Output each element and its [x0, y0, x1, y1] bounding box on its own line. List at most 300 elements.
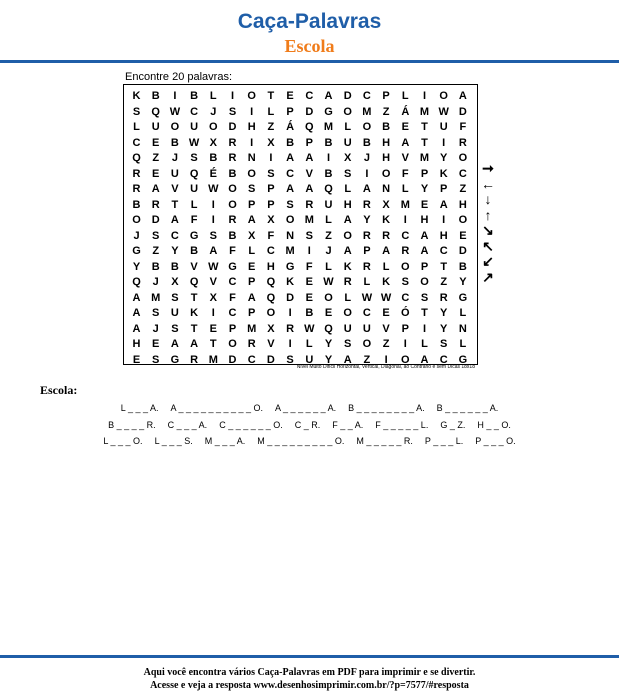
grid-letter: L	[344, 121, 352, 133]
direction-arrow-icon: ↘	[482, 222, 494, 238]
grid-letter: S	[190, 152, 198, 164]
grid-letter: R	[362, 198, 371, 211]
direction-arrow-icon: ↙	[482, 253, 494, 269]
grid-letter: I	[288, 338, 292, 350]
grid-letter: U	[362, 322, 371, 335]
direction-arrow-icon: ↑	[484, 206, 492, 223]
grid-letter: O	[170, 121, 180, 133]
clue-line-2	[0, 419, 619, 431]
footer-line-2: Acesse e veja a resposta www.desenhosimprimir.com.br/?p=7577/#resposta	[150, 680, 469, 691]
grid-letter: X	[382, 198, 390, 211]
grid-letter: E	[324, 307, 333, 319]
grid-letter: B	[324, 167, 333, 180]
grid-letter: R	[439, 291, 448, 304]
grid-letter: A	[286, 152, 295, 164]
grid-letter: D	[458, 245, 467, 257]
grid-letter: M	[304, 214, 314, 226]
grid-letter: Y	[132, 260, 141, 273]
grid-letter: R	[362, 260, 371, 273]
grid-letter: L	[459, 338, 467, 350]
grid-letter: M	[247, 322, 257, 335]
word-clue: B _ _ _ _ R.	[108, 420, 156, 430]
grid-letter: K	[439, 167, 448, 180]
grid-letter: E	[401, 121, 409, 133]
grid-letter: A	[151, 183, 160, 195]
grid-letter: C	[305, 90, 314, 102]
grid-letter: L	[401, 183, 409, 195]
grid-letter: E	[459, 229, 467, 242]
grid-letter: Q	[324, 183, 333, 195]
grid-letter: K	[382, 214, 391, 226]
grid-letter: B	[151, 90, 160, 102]
grid-letter: R	[247, 338, 256, 350]
grid-letter: U	[305, 353, 314, 366]
grid-letter: L	[325, 214, 332, 226]
word-clue: P _ _ _ O.	[475, 436, 516, 446]
grid-letter: A	[305, 152, 314, 164]
grid-letter: E	[305, 291, 313, 304]
word-clue: P _ _ _ L.	[424, 436, 464, 446]
grid-letter: L	[248, 245, 256, 257]
grid-letter: S	[305, 229, 313, 242]
grid-letter: W	[169, 105, 181, 118]
grid-letter: L	[459, 307, 467, 319]
grid-letter: H	[420, 214, 429, 226]
grid-letter: I	[211, 214, 215, 226]
grid-letter: A	[439, 198, 448, 211]
grid-letter: G	[189, 229, 199, 242]
grid-letter: E	[286, 90, 294, 102]
grid-letter: M	[419, 105, 430, 118]
grid-letter: U	[324, 198, 333, 211]
grid-letter: W	[208, 183, 219, 195]
word-clue: C _ _ _ A.	[167, 420, 208, 430]
grid-letter: O	[324, 291, 333, 304]
grid-letter: A	[420, 229, 429, 242]
grid-letter: K	[190, 307, 199, 319]
grid-letter: C	[439, 245, 448, 257]
direction-arrow-icon: ↓	[484, 191, 492, 207]
grid-letter: C	[132, 136, 141, 149]
grid-letter: O	[209, 121, 218, 133]
grid-letter: F	[401, 167, 409, 180]
word-clue: G _ Z.	[440, 420, 466, 430]
grid-letter: Y	[440, 152, 448, 164]
grid-letter: E	[248, 260, 256, 273]
grid-letter: P	[382, 90, 390, 102]
grid-letter: J	[363, 152, 370, 164]
grid-letter: H	[439, 229, 448, 242]
grid-letter: G	[324, 105, 333, 118]
grid-letter: I	[403, 214, 407, 226]
grid-letter: S	[152, 307, 160, 319]
grid-letter: L	[421, 338, 428, 350]
grid-letter: H	[343, 198, 352, 211]
grid-letter: W	[208, 260, 219, 273]
grid-letter: T	[190, 322, 198, 335]
grid-letter: A	[132, 291, 141, 304]
grid-letter: U	[343, 322, 352, 335]
grid-letter: M	[419, 152, 430, 164]
top-divider	[0, 60, 619, 63]
grid-letter: Q	[324, 322, 333, 335]
grid-letter: O	[228, 198, 237, 211]
grid-letter: Q	[266, 291, 276, 304]
grid-letter: S	[401, 276, 409, 288]
grid-letter: B	[190, 245, 199, 257]
grid-letter: Z	[152, 152, 160, 164]
grid-letter: R	[382, 229, 391, 242]
grid-letter: V	[190, 260, 198, 273]
grid-letter: A	[247, 291, 256, 304]
grid-letter: O	[266, 307, 276, 319]
grid-letter: J	[325, 245, 332, 257]
grid-letter: O	[381, 167, 391, 180]
grid-letter: I	[403, 338, 407, 350]
grid-letter: V	[171, 183, 179, 195]
grid-letter: O	[247, 167, 256, 180]
grid-letter: E	[132, 353, 141, 366]
grid-letter: S	[209, 229, 217, 242]
grid-letter: V	[209, 276, 217, 288]
clue-line-1	[0, 402, 619, 414]
grid-letter: N	[247, 152, 256, 164]
grid-letter: F	[229, 291, 236, 304]
grid-letter: S	[171, 291, 179, 304]
grid-letter: P	[286, 105, 294, 118]
grid-letter: R	[228, 214, 237, 226]
grid-letter: A	[209, 245, 218, 257]
grid-letter: O	[362, 121, 372, 133]
grid-letter: R	[132, 183, 141, 195]
grid-letter: O	[401, 260, 410, 273]
grid-letter: G	[132, 245, 141, 257]
grid-letter: J	[210, 105, 217, 118]
grid-letter: V	[382, 322, 390, 335]
grid-letter: C	[247, 353, 256, 366]
grid-letter: X	[209, 136, 217, 149]
grid-letter: Y	[440, 322, 448, 335]
grid-letter: A	[132, 322, 141, 335]
grid-letter: Y	[324, 353, 333, 366]
word-clue: M _ _ _ A.	[204, 436, 246, 446]
grid-letter: I	[326, 152, 331, 164]
grid-letter: P	[267, 183, 275, 195]
grid-letter: X	[171, 276, 179, 288]
grid-letter: D	[458, 105, 467, 118]
word-clue: H _ _ O.	[477, 420, 511, 430]
grid-letter: P	[248, 198, 256, 211]
grid-letter: H	[382, 136, 391, 149]
grid-letter: E	[209, 322, 217, 335]
grid-letter: A	[132, 307, 141, 319]
word-clue: A _ _ _ _ _ _ A.	[275, 403, 337, 413]
grid-letter: A	[286, 183, 295, 195]
grid-letter: Y	[420, 183, 429, 195]
grid-letter: B	[228, 229, 237, 242]
grid-letter: N	[382, 183, 391, 195]
word-clue: C _ R.	[294, 420, 321, 430]
grid-letter: P	[401, 322, 409, 335]
grid-letter: I	[250, 105, 254, 118]
page-title: Caça-Palavras	[237, 10, 382, 33]
grid-letter: B	[190, 90, 199, 102]
grid-letter: I	[211, 198, 215, 211]
word-clue: L _ _ _ O.	[103, 436, 143, 446]
grid-letter: T	[440, 260, 448, 273]
grid-letter: C	[439, 353, 448, 366]
grid-letter: J	[152, 276, 159, 288]
grid-letter: R	[458, 136, 467, 149]
grid-letter: Y	[440, 307, 448, 319]
grid-letter: R	[151, 198, 160, 211]
grid-letter: I	[384, 353, 388, 366]
grid-letter: L	[325, 260, 332, 273]
grid-letter: C	[266, 245, 275, 257]
grid-letter: H	[132, 338, 141, 350]
grid-letter: Q	[189, 276, 199, 288]
grid-letter: Y	[459, 276, 467, 288]
word-clue: L _ _ _ A.	[120, 403, 159, 413]
grid-letter: O	[420, 276, 429, 288]
grid-letter: P	[305, 136, 313, 149]
grid-letter: C	[190, 105, 199, 118]
grid-letter: I	[173, 90, 177, 102]
page-subtitle: Escola	[284, 36, 335, 56]
grid-letter: W	[323, 276, 334, 288]
grid-letter: S	[344, 338, 352, 350]
grid-letter: W	[380, 291, 392, 304]
grid-letter: B	[228, 167, 237, 180]
grid-letter: C	[401, 229, 410, 242]
grid-letter: O	[247, 90, 256, 102]
grid-letter: M	[208, 353, 218, 366]
grid-letter: X	[267, 214, 275, 226]
grid-letter: A	[305, 183, 314, 195]
grid-letter: D	[286, 291, 295, 304]
grid-letter: X	[209, 291, 217, 304]
grid-letter: C	[228, 276, 237, 288]
grid-letter: I	[211, 307, 215, 319]
grid-letter: L	[344, 183, 352, 195]
grid-letter: A	[170, 214, 179, 226]
grid-letter: G	[170, 353, 180, 366]
grid-letter: W	[438, 105, 449, 118]
grid-letter: A	[324, 90, 333, 102]
grid-letter: Y	[363, 214, 371, 226]
grid-letter: E	[420, 198, 429, 211]
grid-letter: C	[401, 291, 410, 304]
grid-letter: L	[401, 90, 409, 102]
grid-letter: I	[288, 307, 292, 319]
word-clue: B _ _ _ _ _ _ _ _ A.	[348, 403, 425, 413]
grid-letter: T	[421, 136, 428, 149]
grid-letter: B	[170, 260, 179, 273]
grid-letter: C	[228, 307, 237, 319]
grid-letter: Y	[324, 338, 333, 350]
grid-letter: I	[307, 245, 311, 257]
grid-letter: T	[209, 338, 217, 350]
grid-letter: F	[305, 260, 313, 273]
grid-letter: K	[382, 276, 391, 288]
grid-letter: J	[152, 322, 159, 335]
grid-letter: V	[401, 152, 409, 164]
direction-arrows	[478, 160, 498, 290]
grid-letter: A	[458, 90, 467, 102]
grid-letter: D	[343, 90, 352, 102]
grid-letter: I	[365, 167, 369, 180]
word-clue: L _ _ _ S.	[154, 436, 193, 446]
grid-letter: G	[228, 260, 237, 273]
grid-letter: R	[228, 136, 237, 149]
grid-letter: K	[132, 90, 141, 102]
grid-letter: U	[170, 307, 179, 319]
grid-letter: U	[190, 121, 199, 133]
grid-letter: V	[267, 338, 275, 350]
grid-letter: O	[458, 152, 468, 164]
grid-letter: J	[171, 152, 178, 164]
grid-letter: O	[228, 183, 237, 195]
grid-letter: O	[228, 338, 237, 350]
grid-letter: M	[323, 121, 334, 133]
grid-letter: O	[401, 353, 410, 366]
clue-line-3	[0, 435, 619, 447]
grid-letter: X	[344, 152, 352, 164]
grid-letter: Z	[382, 105, 390, 118]
grid-letter: O	[132, 214, 141, 226]
grid-letter: B	[458, 260, 467, 273]
grid-letter: C	[362, 307, 371, 319]
grid-letter: C	[458, 167, 467, 180]
grid-letter: S	[344, 167, 352, 180]
grid-letter: A	[420, 245, 429, 257]
grid-letter: K	[343, 260, 352, 273]
grid-letter: S	[267, 167, 275, 180]
word-search-grid	[123, 84, 478, 365]
grid-letter: B	[209, 152, 218, 164]
word-clue: F _ _ A.	[332, 420, 364, 430]
grid-letter: A	[170, 338, 179, 350]
grid-letter: A	[343, 245, 352, 257]
grid-letter: M	[151, 291, 161, 304]
puzzle-footnote: Nível Muito Difícil Horizontal, Vertical, Diagonal, ao Contrário e sem Dicas 18x18	[296, 364, 475, 370]
grid-letter: E	[152, 338, 160, 350]
grid-letter: R	[228, 152, 237, 164]
grid-letter: L	[382, 260, 390, 273]
grid-letter: O	[362, 338, 372, 350]
grid-letter: A	[343, 353, 352, 366]
grid-letter: S	[248, 183, 256, 195]
grid-letter: O	[285, 214, 295, 226]
grid-letter: R	[401, 245, 410, 257]
grid-letter: G	[458, 353, 468, 366]
grid-letter: I	[422, 322, 427, 335]
grid-letter: C	[170, 229, 179, 242]
grid-letter: V	[305, 167, 313, 180]
grid-letter: T	[267, 90, 275, 102]
grid-letter: T	[421, 121, 428, 133]
grid-letter: Z	[382, 338, 390, 350]
grid-letter: N	[458, 322, 467, 335]
grid-letter: I	[269, 152, 273, 164]
grid-letter: K	[286, 276, 295, 288]
grid-letter: E	[382, 307, 390, 319]
grid-letter: H	[266, 260, 275, 273]
grid-letter: E	[305, 276, 313, 288]
direction-arrow-icon: ↗	[482, 268, 494, 285]
grid-letter: S	[152, 353, 160, 366]
footer-line-1: Aqui você encontra vários Caça-Palavras em PDF para imprimir e se divertir.	[143, 667, 476, 678]
grid-letter: H	[247, 121, 256, 133]
grid-letter: P	[420, 167, 429, 180]
grid-letter: U	[439, 121, 448, 133]
grid-letter: P	[267, 198, 275, 211]
grid-letter: G	[285, 260, 295, 273]
grid-letter: B	[362, 136, 371, 149]
grid-letter: U	[343, 136, 352, 149]
grid-letter: S	[420, 291, 429, 304]
grid-letter: T	[171, 198, 179, 211]
grid-letter: B	[382, 121, 391, 133]
grid-letter: R	[286, 322, 295, 335]
grid-letter: I	[250, 136, 254, 149]
puzzle-instruction: Encontre 20 palavras:	[125, 71, 233, 83]
grid-letter: F	[190, 214, 198, 226]
grid-letter: X	[267, 322, 275, 335]
grid-letter: C	[286, 167, 295, 180]
grid-letter: D	[266, 353, 275, 366]
grid-letter: P	[248, 307, 256, 319]
grid-letter: W	[188, 136, 200, 149]
grid-letter: G	[458, 291, 468, 304]
grid-letter: J	[133, 229, 140, 242]
grid-letter: B	[305, 307, 314, 319]
grid-letter: A	[343, 214, 352, 226]
grid-letter: B	[151, 260, 160, 273]
grid-letter: B	[324, 136, 333, 149]
grid-letter: A	[401, 136, 410, 149]
direction-arrow-icon: ←	[481, 175, 495, 192]
grid-letter: S	[228, 105, 237, 118]
grid-letter: S	[152, 229, 160, 242]
grid-letter: R	[362, 229, 371, 242]
grid-letter: R	[190, 353, 199, 366]
grid-letter: X	[267, 136, 275, 149]
grid-letter: Á	[401, 105, 410, 118]
grid-letter: L	[267, 105, 275, 118]
grid-letter: Q	[132, 276, 141, 288]
word-clue: M _ _ _ _ _ R.	[356, 436, 413, 446]
grid-letter: S	[286, 353, 294, 366]
grid-letter: E	[152, 167, 160, 180]
grid-letter: P	[440, 183, 448, 195]
grid-letter: O	[343, 307, 352, 319]
grid-letter: D	[305, 105, 314, 118]
grid-letter: P	[420, 260, 429, 273]
grid-letter: H	[458, 198, 467, 211]
grid-letter: P	[248, 276, 256, 288]
grid-letter: S	[440, 338, 448, 350]
grid-letter: I	[442, 136, 446, 149]
grid-letter: O	[343, 105, 352, 118]
grid-letter: B	[170, 136, 179, 149]
grid-letter: I	[230, 90, 235, 102]
grid-letter: Y	[171, 245, 179, 257]
grid-letter: W	[304, 322, 315, 335]
grid-letter: N	[286, 229, 295, 242]
grid-letter: A	[362, 183, 371, 195]
grid-letter: L	[209, 90, 217, 102]
